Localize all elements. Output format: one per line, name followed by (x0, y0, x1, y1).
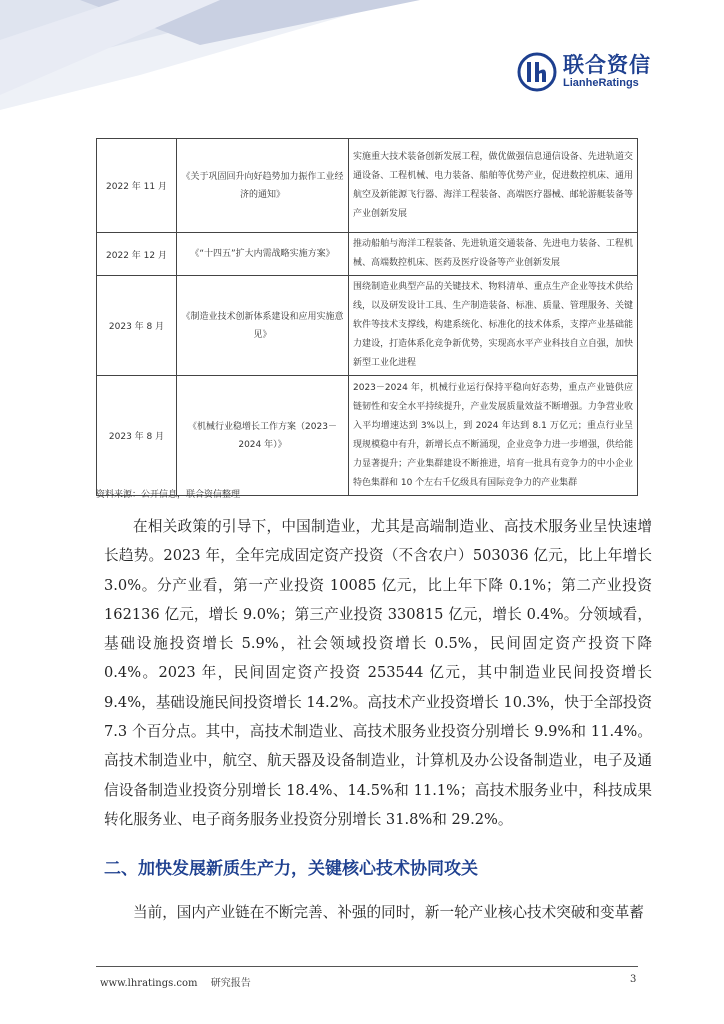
lianhe-logo-icon (517, 52, 557, 92)
footer-website: www.lhratings.com (100, 978, 198, 989)
policy-date: 2023 年 8 月 (97, 376, 177, 496)
body-paragraph: 在相关政策的引导下，中国制造业，尤其是高端制造业、高技术服务业呈快速增长趋势。2023 年，全年完成固定资产投资（不含农户）503036 亿元，比上年增长 3.0%。分产业看，第一产业投资 10085 亿元，比上年下降 0.1%；第二产业投资 162136 亿元，增长 9.0%；第三产业投资 330815 亿元，增长 0.4%。分领域看，基础设施投资增长 5.9%，社会领域投资增长 0.5%，民间固定资产投资下降 0.4%。2023 年，民间固定资产投资 253544 亿元，其中制造业民间投资增长 9.4%，基础设施民间投资增长 14.2%。高技术产业投资增长 10.3%，快于全部投资 7.3 个百分点。其中，高技术制造业、高技术服务业投资分别增长 9.9%和 11.4%。高技术制造业中，航空、航天器及设备制造业，计算机及办公设备制造业，电子及通信设备制造业投资分别增长 18.4%、14.5%和 11.1%；高技术服务业中，科技成果转化服务业、电子商务服务业投资分别增长 31.8%和 29.2%。 (104, 518, 652, 828)
table-row (97, 276, 638, 376)
table-row (97, 376, 638, 496)
page-number: 3 (630, 974, 637, 985)
body-paragraph: 当前，国内产业链在不断完善、补强的同时，新一轮产业核心技术突破和变革蓄 (133, 904, 644, 921)
table-row (97, 233, 638, 276)
policy-description: 围绕制造业典型产品的关键技术、物料清单、重点生产企业等技术供给线，以及研发设计工具、生产制造装备、标准、质量、管理服务、关键软件等技术支撑线，构建系统化、标准化的技术体系，支撑产业基础能力建设，打造体系化竞争新优势，实现高水平产业科技自立自强，加快新型工业化进程 (349, 276, 638, 376)
policy-date: 2022 年 12 月 (97, 233, 177, 276)
policy-name: 《机械行业稳增长工作方案（2023－2024 年）》 (177, 376, 349, 496)
policy-date: 2023 年 8 月 (97, 276, 177, 376)
policy-description: 推动船舶与海洋工程装备、先进轨道交通装备、先进电力装备、工程机械、高端数控机床、医药及医疗设备等产业创新发展 (349, 233, 638, 276)
policy-name: 《制造业技术创新体系建设和应用实施意见》 (177, 276, 349, 376)
footer (100, 974, 251, 989)
footer-report-type: 研究报告 (210, 978, 251, 989)
policy-table (96, 138, 638, 496)
footer-divider (96, 966, 638, 967)
policy-description: 2023－2024 年，机械行业运行保持平稳向好态势，重点产业链供应链韧性和安全水平持续提升，产业发展质量效益不断增强。力争营业收入平均增速达到 3%以上，到 2024 年达到 8.1 万亿元；重点行业呈现规模稳中有升，新增长点不断涌现，企业竞争力进一步增强，供给能力显著提升；产业集群建设不断推进，培育一批具有竞争力的中小企业特色集群和 10 个左右千亿级具有国际竞争力的产业集群 (349, 376, 638, 496)
policy-name: 《关于巩固回升向好趋势加力振作工业经济的通知》 (177, 139, 349, 233)
company-logo (517, 52, 651, 92)
table-row (97, 139, 638, 233)
policy-description: 实施重大技术装备创新发展工程，做优做强信息通信设备、先进轨道交通设备、工程机械、电力装备、船舶等优势产业，促进数控机床、通用航空及新能源飞行器、海洋工程装备、高端医疗器械、邮轮游艇装备等产业创新发展 (349, 139, 638, 233)
logo-chinese-name: 联合资信 (563, 53, 651, 77)
source-note: 资料来源：公开信息，联合资信整理 (96, 490, 241, 500)
logo-english-name: LianheRatings (563, 77, 639, 89)
policy-name: 《“十四五”扩大内需战略实施方案》 (177, 233, 349, 276)
section-heading: 二、加快发展新质生产力，关键核心技术协同攻关 (104, 859, 478, 879)
policy-date: 2022 年 11 月 (97, 139, 177, 233)
